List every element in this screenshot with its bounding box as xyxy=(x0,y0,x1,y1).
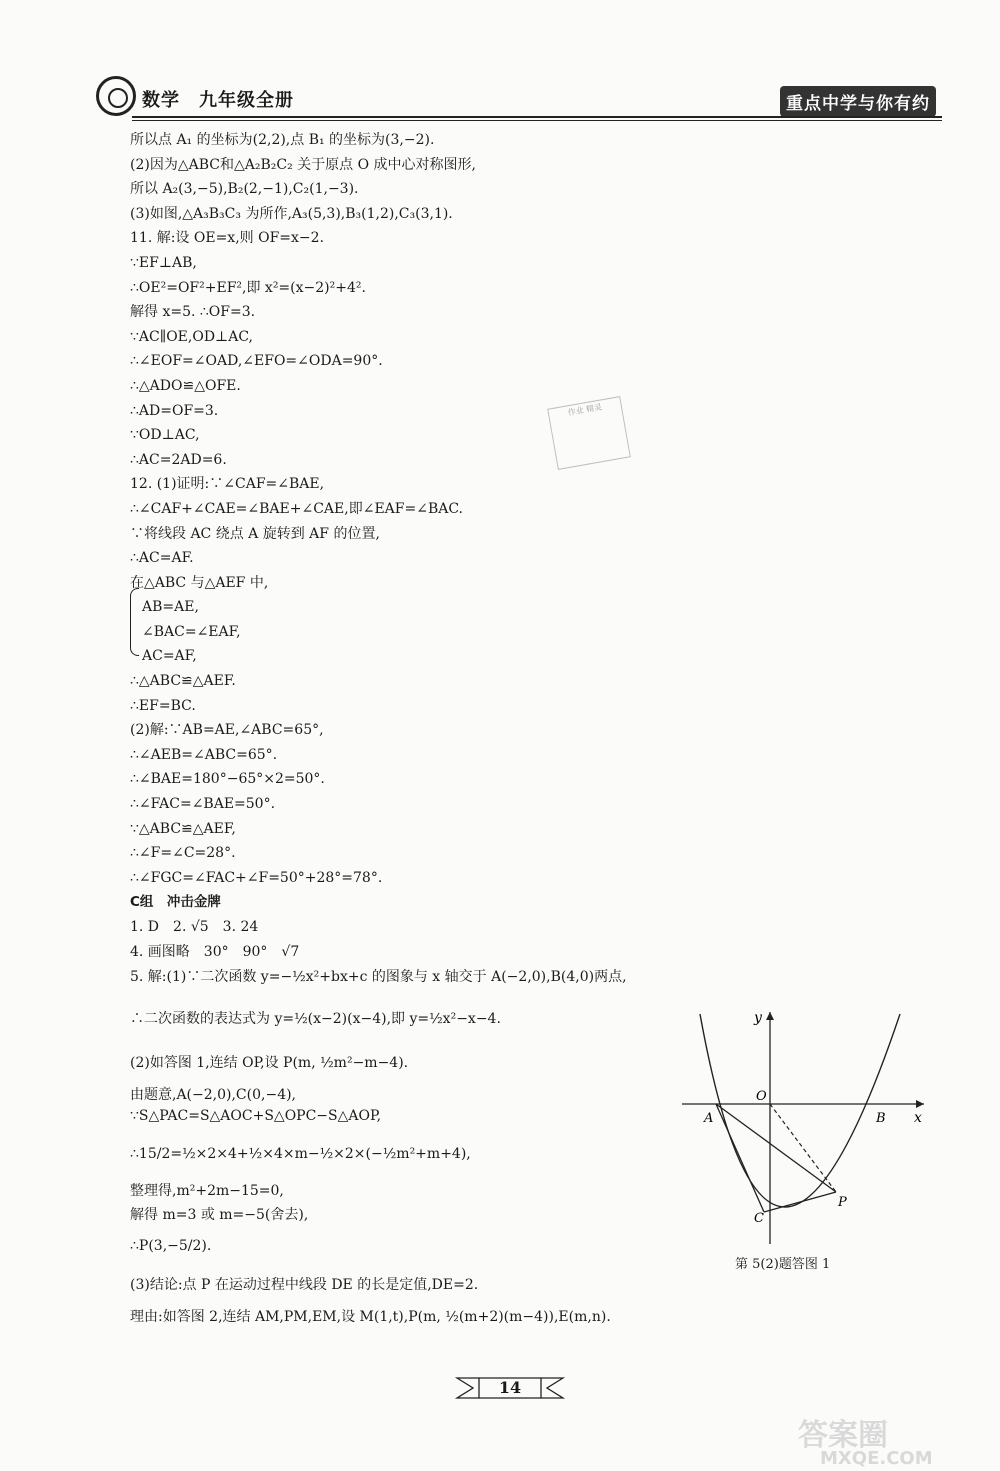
text-line: ∴△ABC≌△AEF. xyxy=(130,673,236,690)
header-title: 数学 九年级全册 xyxy=(142,90,294,111)
text-line: ∴AC=2AD=6. xyxy=(130,451,227,468)
text-line: (2)解:∵AB=AE,∠ABC=65°, xyxy=(130,722,324,739)
segment-op-dashed xyxy=(770,1104,836,1192)
header-rule xyxy=(132,116,942,118)
system-brace xyxy=(130,588,139,656)
text-line: 12. (1)证明:∵∠CAF=∠BAE, xyxy=(130,476,325,493)
text-line: 1. D 2. √5 3. 24 xyxy=(130,919,259,935)
text-line: 5. 解:(1)∵二次函数 y=−½x²+bx+c 的图象与 x 轴交于 A(−2,0),B(4,0)两点, xyxy=(130,969,627,985)
page-number: 14 xyxy=(498,1378,522,1397)
text-line: ∵OD⊥AC, xyxy=(130,427,200,444)
text-line: ∴△ADO≌△OFE. xyxy=(130,377,241,394)
text-line: ∴AD=OF=3. xyxy=(130,402,219,419)
text-line: ∴EF=BC. xyxy=(130,697,196,714)
text-line: ∵将线段 AC 绕点 A 旋转到 AF 的位置, xyxy=(130,525,380,542)
watermark: 答案圈 xyxy=(798,1418,888,1453)
label-a: A xyxy=(704,1111,714,1126)
text-line: ∵S△PAC=S△AOC+S△OPC−S△AOP, xyxy=(130,1108,382,1124)
text-line: ∴∠F=∠C=28°. xyxy=(130,845,236,862)
text-line: AC=AF, xyxy=(142,648,197,665)
text-line: ∴∠EOF=∠OAD,∠EFO=∠ODA=90°. xyxy=(130,353,383,370)
school-logo-icon xyxy=(96,76,136,116)
parabola-curve xyxy=(700,1014,900,1207)
x-axis-arrow-icon xyxy=(916,1100,924,1108)
text-line: (2)如答图 1,连结 OP,设 P(m, ½m²−m−4). xyxy=(130,1055,409,1071)
text-line: 11. 解:设 OE=x,则 OF=x−2. xyxy=(130,230,325,247)
figure-caption: 第 5(2)题答图 1 xyxy=(735,1257,831,1272)
text-line: 理由:如答图 2,连结 AM,PM,EM,设 M(1,t),P(m, ½(m+2)(m−4)),E(m,n). xyxy=(130,1309,611,1325)
text-line: (3)结论:点 P 在运动过程中线段 DE 的长是定值,DE=2. xyxy=(130,1277,479,1293)
section-heading: C组 冲击金牌 xyxy=(130,894,221,911)
text-line: 由题意,A(−2,0),C(0,−4), xyxy=(130,1087,297,1103)
parabola-figure xyxy=(678,1008,938,1248)
text-line: ∴∠FAC=∠BAE=50°. xyxy=(130,796,276,813)
label-b: B xyxy=(876,1111,886,1126)
text-line: 所以 A₂(3,−5),B₂(2,−1),C₂(1,−3). xyxy=(130,181,359,198)
text-line: ∴∠CAF+∠CAE=∠BAE+∠CAE,即∠EAF=∠BAC. xyxy=(130,500,464,517)
text-line: ∵EF⊥AB, xyxy=(130,254,197,271)
label-p: P xyxy=(838,1195,847,1210)
text-line: ∵AC∥OE,OD⊥AC, xyxy=(130,328,253,345)
text-line: ∴∠BAE=180°−65°×2=50°. xyxy=(130,771,325,788)
text-line: 整理得,m²+2m−15=0, xyxy=(130,1183,284,1199)
text-line: 在△ABC 与△AEF 中, xyxy=(130,574,269,591)
text-line: ∠BAC=∠EAF, xyxy=(142,623,241,640)
label-o: O xyxy=(756,1089,767,1104)
watermark-url: MXQE.COM xyxy=(820,1448,933,1469)
text-line: 4. 画图略 30° 90° √7 xyxy=(130,943,300,960)
text-line: ∴∠FGC=∠FAC+∠F=50°+28°=78°. xyxy=(130,869,383,886)
label-c: C xyxy=(754,1211,764,1226)
text-line: (3)如图,△A₃B₃C₃ 为所作,A₃(5,3),B₃(1,2),C₃(3,1). xyxy=(130,205,453,222)
label-x: x xyxy=(914,1110,922,1126)
header-brand: 重点中学与你有约 xyxy=(780,86,936,117)
text-line: ∴AC=AF. xyxy=(130,550,194,567)
text-line: 解得 x=5. ∴OF=3. xyxy=(130,304,256,321)
text-line: ∴∠AEB=∠ABC=65°. xyxy=(130,746,278,763)
text-line: ∴P(3,−5/2). xyxy=(130,1238,212,1254)
page-number-ornament xyxy=(455,1374,565,1402)
segment-ac xyxy=(716,1104,764,1212)
text-line: 所以点 A₁ 的坐标为(2,2),点 B₁ 的坐标为(3,−2). xyxy=(130,132,435,148)
stamp-graphic: 作业 精灵 xyxy=(547,396,631,470)
label-y: y xyxy=(754,1010,762,1026)
page-header xyxy=(92,72,942,132)
text-line: (2)因为△ABC和△A₂B₂C₂ 关于原点 O 成中心对称图形, xyxy=(130,156,476,173)
text-line: ∴15/2=½×2×4+½×4×m−½×2×(−½m²+m+4), xyxy=(130,1146,471,1162)
segment-cp xyxy=(764,1192,836,1212)
answer-text xyxy=(130,128,660,964)
text-line: 解得 m=3 或 m=−5(舍去), xyxy=(130,1207,309,1223)
text-line: ∴OE²=OF²+EF²,即 x²=(x−2)²+4². xyxy=(130,279,366,296)
header-rule-thin xyxy=(132,120,942,121)
text-line: ∵△ABC≌△AEF, xyxy=(130,820,236,837)
y-axis-arrow-icon xyxy=(766,1012,774,1020)
text-line: ∴二次函数的表达式为 y=½(x−2)(x−4),即 y=½x²−x−4. xyxy=(130,1011,501,1027)
text-line: AB=AE, xyxy=(142,599,199,616)
